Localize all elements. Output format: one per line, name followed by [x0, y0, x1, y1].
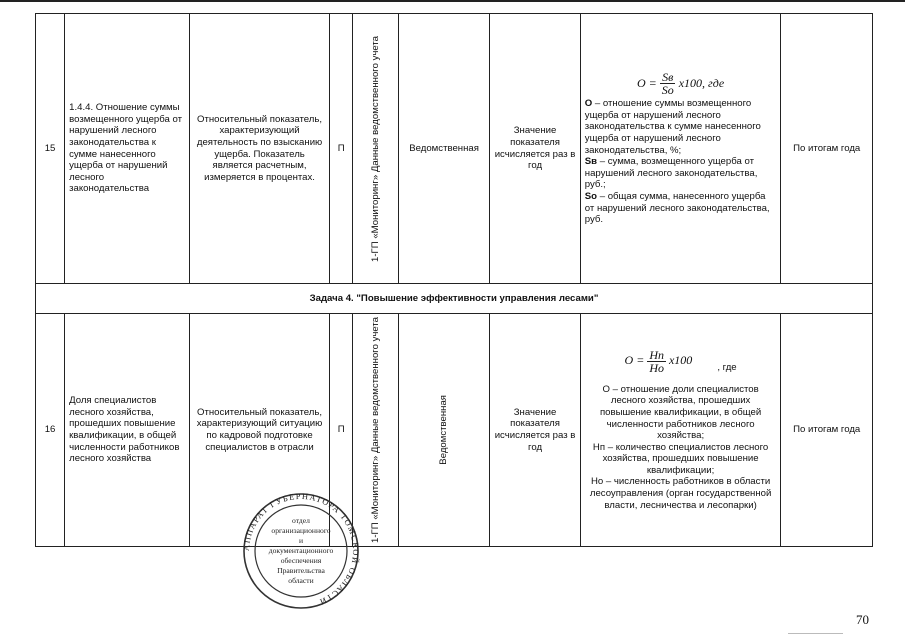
svg-text:организационного: организационного: [271, 526, 331, 535]
formula-denominator: So: [661, 83, 674, 98]
formula-fraction: [660, 71, 676, 96]
formula-explanation: [585, 98, 777, 226]
official-stamp: [237, 492, 365, 610]
reporting-kind: Ведомственная: [398, 14, 489, 284]
explanation-line: О – отношение доли специалистов лесного хозяйства, прошедших повышение квалификации, в общей численности работников лесного хозяйства;: [599, 383, 762, 442]
table-row-15: [36, 14, 873, 284]
indicator-type: П: [330, 14, 353, 284]
indicator-description: Относительный показатель, характеризующий деятельность по взысканию ущерба. Показатель является расчетным, измеряется в процентах.: [189, 14, 329, 284]
svg-text:отдел: отдел: [292, 516, 310, 525]
footer-mark: [788, 633, 843, 634]
explanation-line: Нп – количество специалистов лесного хозяйства, прошедших повышение квалификации;: [592, 441, 769, 476]
top-border-line: [0, 0, 905, 2]
stamp-center-text: [269, 516, 334, 585]
explanation-line: Sв – сумма, возмещенного ущерба от нарушений лесного законодательства, руб.;: [584, 156, 758, 191]
reporting-period: По итогам года: [781, 14, 873, 284]
reporting-period: По итогам года: [781, 314, 873, 547]
indicator-name: 1.4.4. Отношение суммы возмещенного ущерба от нарушений лесного законодательства к сумме нанесенного ущерба от нарушений лесного законодательства: [65, 14, 190, 284]
source-cell: [353, 14, 399, 284]
calculation-frequency: Значение показателя исчисляется раз в год: [490, 314, 580, 547]
indicator-type: П: [330, 314, 353, 547]
table-row-16: [36, 314, 873, 547]
formula-suffix: , где: [717, 362, 737, 374]
stamp-ring-text: АППАРАТ ГУБЕРНАТОРА ТОМСКОЙ ОБЛАСТИ: [240, 492, 362, 608]
explanation-line: So – общая сумма, нанесенного ущерба от нарушений лесного законодательства, руб.: [584, 190, 770, 226]
svg-text:Правительства: Правительства: [277, 566, 325, 575]
method-cell: [580, 14, 781, 284]
formula-numerator: Sв: [662, 70, 674, 85]
formula-lhs: O =: [624, 353, 645, 368]
task-row: [36, 284, 873, 314]
indicator-name: Доля специалистов лесного хозяйства, прошедших повышение квалификации, в общей численности работников лесного хозяйства: [65, 314, 190, 547]
formula-lhs: O =: [636, 75, 657, 90]
row-number: 16: [36, 314, 65, 547]
explanation-line: О – отношение суммы возмещенного ущерба от нарушений лесного законодательства к сумме нанесенного ущерба от нарушений лесного законодательства, %;: [584, 98, 761, 156]
formula: [585, 71, 777, 96]
calculation-frequency: Значение показателя исчисляется раз в год: [490, 14, 580, 284]
formula-fraction: [647, 349, 666, 374]
formula-tail: x100, где: [678, 75, 725, 90]
formula-explanation: [585, 384, 777, 512]
row-number: 15: [36, 14, 65, 284]
kind-cell: [398, 314, 489, 547]
method-cell: [580, 314, 781, 547]
formula-denominator: Ho: [649, 360, 664, 375]
svg-text:документационного: документационного: [268, 546, 334, 555]
formula: [585, 349, 777, 374]
svg-text:и: и: [298, 536, 304, 545]
explanation-line: Но – численность работников в области лесоуправления (орган государственной власти, лесничества и лесопарки): [589, 476, 772, 511]
reporting-kind: Ведомственная: [438, 395, 450, 465]
svg-text:области: области: [288, 576, 314, 585]
svg-text:обеспечения: обеспечения: [280, 556, 322, 565]
task-heading: Задача 4. "Повышение эффективности управления лесами": [36, 284, 873, 314]
indicators-table: [35, 13, 873, 547]
data-source: 1-ГП «Мониторинг» Данные ведомственного учета: [369, 35, 381, 262]
formula-tail: x100: [668, 353, 693, 368]
data-source: 1-ГП «Мониторинг» Данные ведомственного учета: [369, 317, 381, 543]
page-number: 70: [856, 612, 869, 627]
formula-numerator: Hn: [649, 347, 664, 362]
indicator-description: Относительный показатель, характеризующий ситуацию по кадровой подготовке специалистов в отрасли: [189, 314, 329, 547]
